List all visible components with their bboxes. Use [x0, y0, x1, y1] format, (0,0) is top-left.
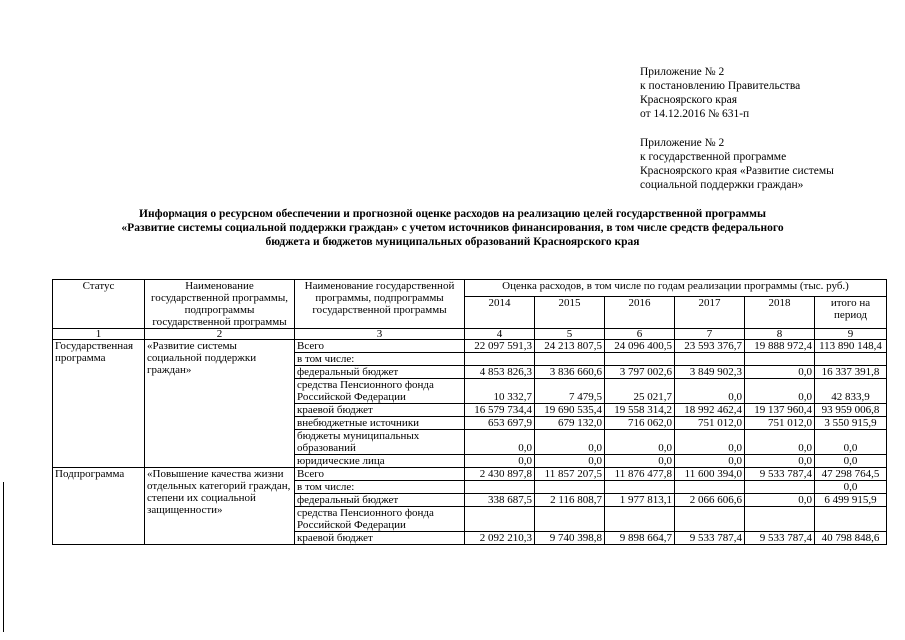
row-status: Подпрограмма	[53, 468, 145, 545]
year-value: 0,0	[605, 430, 675, 455]
total-value: 0,0	[815, 455, 887, 468]
appendix-line: социальной поддержки граждан»	[640, 179, 804, 191]
column-number: 4	[465, 329, 535, 340]
year-value: 10 332,7	[465, 379, 535, 404]
year-value: 24 213 807,5	[535, 340, 605, 353]
year-value: 2 092 210,3	[465, 532, 535, 545]
year-value: 23 593 376,7	[675, 340, 745, 353]
funding-table	[52, 279, 887, 545]
appendix-note-resolution	[640, 65, 800, 121]
funding-source: юридические лица	[295, 455, 465, 468]
row-program-name: «Повышение качества жизни отдельных категорий граждан, степени их социальной защищенности»	[145, 468, 295, 545]
year-value: 9 533 787,4	[745, 532, 815, 545]
row-program-name: «Развитие системы социальной поддержки граждан»	[145, 340, 295, 468]
header-program-name-2: Наименование государственной программы, подпрограммы государственной программы	[295, 280, 465, 329]
year-value: 11 600 394,0	[675, 468, 745, 481]
header-total-period: итого на период	[815, 296, 887, 328]
funding-source: Всего	[295, 468, 465, 481]
year-value: 338 687,5	[465, 494, 535, 507]
total-value	[815, 507, 887, 532]
appendix-line: Приложение № 2	[640, 137, 725, 149]
year-value: 679 132,0	[535, 417, 605, 430]
year-value: 751 012,0	[675, 417, 745, 430]
column-number: 2	[145, 329, 295, 340]
year-value: 25 021,7	[605, 379, 675, 404]
funding-source: средства Пенсионного фонда Российской Федерации	[295, 507, 465, 532]
year-value: 0,0	[535, 430, 605, 455]
year-value	[535, 353, 605, 366]
year-value	[745, 507, 815, 532]
appendix-line: от 14.12.2016 № 631-п	[640, 108, 750, 120]
year-value: 16 579 734,4	[465, 404, 535, 417]
title-line: Информация о ресурсном обеспечении и прогнозной оценке расходов на реализацию целей государственной программы	[139, 208, 766, 220]
header-estimate: Оценка расходов, в том числе по годам реализации программы (тыс. руб.)	[465, 280, 887, 297]
year-value: 0,0	[675, 455, 745, 468]
year-value	[675, 507, 745, 532]
year-value: 0,0	[465, 430, 535, 455]
year-value	[605, 353, 675, 366]
year-value: 18 992 462,4	[675, 404, 745, 417]
year-value: 0,0	[675, 379, 745, 404]
year-value: 0,0	[535, 455, 605, 468]
document-title	[60, 207, 845, 249]
year-value: 751 012,0	[745, 417, 815, 430]
year-value: 4 853 826,3	[465, 366, 535, 379]
funding-source: краевой бюджет	[295, 404, 465, 417]
header-year: 2018	[745, 296, 815, 328]
total-value: 47 298 764,5	[815, 468, 887, 481]
total-value: 113 890 148,4	[815, 340, 887, 353]
year-value	[745, 353, 815, 366]
year-value: 2 066 606,6	[675, 494, 745, 507]
year-value: 11 876 477,8	[605, 468, 675, 481]
year-value	[465, 353, 535, 366]
year-value: 1 977 813,1	[605, 494, 675, 507]
year-value	[605, 481, 675, 494]
year-value: 2 116 808,7	[535, 494, 605, 507]
funding-source: средства Пенсионного фонда Российской Федерации	[295, 379, 465, 404]
appendix-line: Красноярского края	[640, 94, 737, 106]
year-value	[535, 481, 605, 494]
year-value: 9 533 787,4	[675, 532, 745, 545]
header-year: 2016	[605, 296, 675, 328]
total-value: 16 337 391,8	[815, 366, 887, 379]
appendix-note-program	[640, 136, 834, 192]
year-value: 22 097 591,3	[465, 340, 535, 353]
appendix-line: Приложение № 2	[640, 66, 725, 78]
year-value: 24 096 400,5	[605, 340, 675, 353]
year-value: 0,0	[745, 379, 815, 404]
appendix-line: к постановлению Правительства	[640, 80, 801, 92]
year-value: 3 797 002,6	[605, 366, 675, 379]
total-value: 42 833,9	[815, 379, 887, 404]
row-status: Государственная программа	[53, 340, 145, 468]
title-line: «Развитие системы социальной поддержки граждан» с учетом источников финансирования, в том числе средств федерального	[121, 222, 784, 234]
year-value	[465, 481, 535, 494]
header-year: 2017	[675, 296, 745, 328]
year-value	[745, 481, 815, 494]
year-value: 0,0	[745, 494, 815, 507]
table-row	[53, 340, 887, 353]
total-value: 0,0	[815, 481, 887, 494]
year-value: 653 697,9	[465, 417, 535, 430]
year-value: 0,0	[745, 455, 815, 468]
year-value: 9 533 787,4	[745, 468, 815, 481]
year-value	[675, 481, 745, 494]
column-number: 7	[675, 329, 745, 340]
total-value: 40 798 848,6	[815, 532, 887, 545]
table-row	[53, 468, 887, 481]
appendix-line: Красноярского края «Развитие системы	[640, 165, 834, 177]
funding-source: краевой бюджет	[295, 532, 465, 545]
funding-source: внебюджетные источники	[295, 417, 465, 430]
column-number: 8	[745, 329, 815, 340]
year-value: 0,0	[745, 430, 815, 455]
year-value: 9 898 664,7	[605, 532, 675, 545]
year-value: 0,0	[745, 366, 815, 379]
year-value	[465, 507, 535, 532]
funding-source: в том числе:	[295, 481, 465, 494]
year-value: 2 430 897,8	[465, 468, 535, 481]
year-value	[605, 507, 675, 532]
column-number: 1	[53, 329, 145, 340]
year-value: 3 849 902,3	[675, 366, 745, 379]
header-program-name: Наименование государственной программы, подпрограммы государственной программы	[145, 280, 295, 329]
total-value: 0,0	[815, 430, 887, 455]
column-number-row	[53, 329, 887, 340]
year-value	[535, 507, 605, 532]
year-value: 716 062,0	[605, 417, 675, 430]
year-value: 3 836 660,6	[535, 366, 605, 379]
column-number: 9	[815, 329, 887, 340]
header-year: 2014	[465, 296, 535, 328]
year-value: 0,0	[465, 455, 535, 468]
funding-source: в том числе:	[295, 353, 465, 366]
appendix-line: к государственной программе	[640, 151, 787, 163]
year-value: 0,0	[675, 430, 745, 455]
header-year: 2015	[535, 296, 605, 328]
total-value	[815, 353, 887, 366]
year-value: 19 690 535,4	[535, 404, 605, 417]
year-value: 19 888 972,4	[745, 340, 815, 353]
column-number: 5	[535, 329, 605, 340]
year-value: 9 740 398,8	[535, 532, 605, 545]
table-header-row	[53, 280, 887, 297]
year-value: 11 857 207,5	[535, 468, 605, 481]
year-value: 7 479,5	[535, 379, 605, 404]
funding-source: федеральный бюджет	[295, 366, 465, 379]
total-value: 93 959 006,8	[815, 404, 887, 417]
total-value: 6 499 915,9	[815, 494, 887, 507]
title-line: бюджета и бюджетов муниципальных образований Красноярского края	[265, 236, 640, 248]
year-value: 19 558 314,2	[605, 404, 675, 417]
column-number: 6	[605, 329, 675, 340]
funding-source: федеральный бюджет	[295, 494, 465, 507]
column-number: 3	[295, 329, 465, 340]
year-value: 19 137 960,4	[745, 404, 815, 417]
page-margin-line	[3, 482, 4, 632]
funding-source: бюджеты муниципальных образований	[295, 430, 465, 455]
year-value: 0,0	[605, 455, 675, 468]
total-value: 3 550 915,9	[815, 417, 887, 430]
header-status: Статус	[53, 280, 145, 329]
funding-source: Всего	[295, 340, 465, 353]
year-value	[675, 353, 745, 366]
